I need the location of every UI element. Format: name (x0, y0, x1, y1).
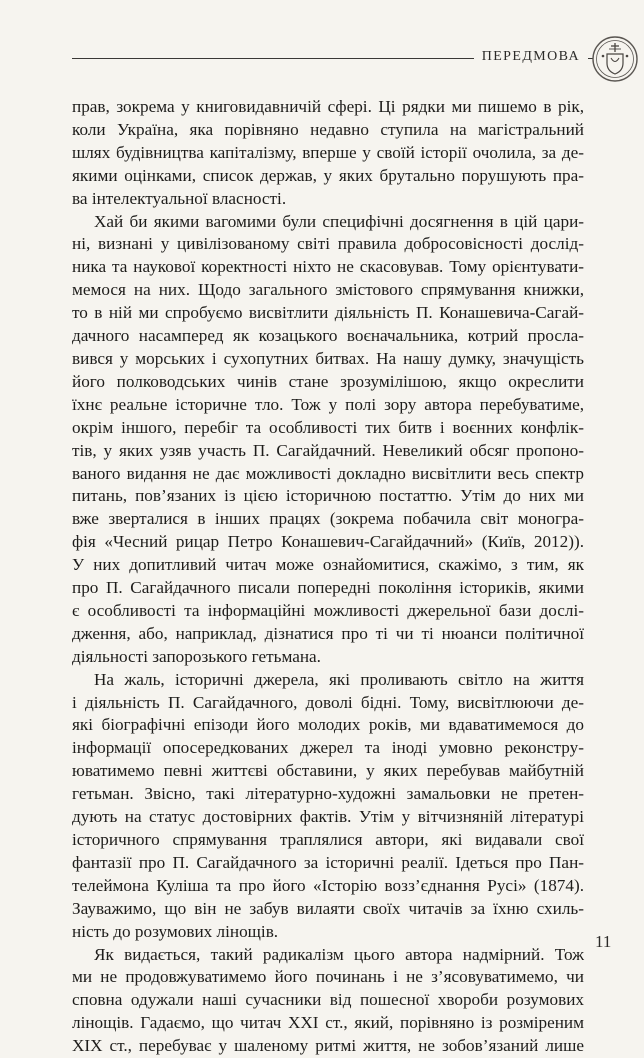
text-line: його полководських чинів стане зрозумілішою, якщо окреслити (72, 371, 584, 391)
text-line: питань, пов’язаних із цією історичною постаттю. Утім до них ми (72, 486, 584, 506)
paragraph (72, 96, 584, 211)
text-line: якими оцінками, список держав, у яких брутально порушують пра- (72, 165, 584, 185)
text-line: про П. Сагайдачного писали попередні покоління істориків, якими (72, 578, 584, 598)
text-line: шлях будівництва капіталізму, вперше у своїй історії очолила, за де- (72, 142, 584, 162)
text-line: фія «Чесний рицар Петро Конашевич-Сагайдачний» (Київ, 2012)). (72, 532, 584, 552)
text-line: ми не продовжуватимемо його починань і не з’ясовуватимемо, чи (72, 967, 584, 987)
paragraph (72, 669, 584, 944)
paragraph (72, 211, 584, 669)
paragraph (72, 944, 584, 1058)
text-line: тів, у яких узяв участь П. Сагайдачний. Невеликий обсяг пропоно- (72, 440, 584, 460)
text-line: коли Україна, яка порівняно недавно ступила на магістральний (72, 119, 584, 139)
page-number: 11 (595, 932, 612, 951)
text-line: і діяльність П. Сагайдачного, доволі бідні. Тому, висвітлюючи де- (72, 692, 584, 712)
text-line: ника та наукової коректності ніхто не скасовував. Тому орієнтувати- (72, 257, 584, 277)
text-line: дачного насамперед як козацького воєначальника, котрий просла- (72, 326, 584, 346)
text-line: сповна одужали наші сучасники від пошесної хвороби розумових (72, 990, 584, 1010)
emblem-icon (590, 34, 640, 84)
text-line: діяльності запорозького гетьмана. (72, 646, 321, 666)
text-line: дують на статус достовірних фактів. Утім у вітчизняній літературі (72, 807, 584, 827)
section-title: ПЕРЕДМОВА (474, 48, 588, 66)
text-line: окрім іншого, перебіг та особливості тих битв і воєнних конфлік- (72, 417, 584, 437)
text-line: юватимемо певні життєві обставини, у яких перебував майбутній (72, 761, 584, 781)
text-line: У них допитливий читач може ознайомитися, скажімо, з тим, як (72, 555, 584, 575)
text-line: На жаль, історичні джерела, які проливають світло на життя (94, 669, 584, 689)
text-line: телеймона Куліша та про його «Історію возз’єднання Русі» (1874). (72, 875, 584, 895)
text-line: гетьман. Звісно, такі літературно-художні замальовки не претен- (72, 784, 584, 804)
text-line: Як видається, такий радикалізм цього автора надмірний. Тож (94, 944, 584, 964)
text-line: XIX ст., перебуває у шаленому ритмі життя, не зобов’язаний лише (72, 1036, 584, 1056)
running-header (0, 30, 644, 82)
text-line: ність до розумових лінощів. (72, 921, 279, 941)
text-line: мемося на них. Щодо загального змістового спрямування книжки, (72, 280, 584, 300)
text-line: ні, визнані у цивілізованому світі правила добросовісності дослід- (72, 234, 584, 254)
text-line: ва інтелектуальної власності. (72, 188, 287, 208)
text-line: дження, або, наприклад, дізнатися про ті чи ті нюанси політичної (72, 623, 584, 643)
text-line: то в ній ми спробуємо висвітлити діяльність П. Конашевича-Сагай- (72, 303, 584, 323)
text-line: історичного спрямування траплялися автори, які видавали свої (72, 830, 584, 849)
body-text (72, 96, 584, 1058)
text-line: які біографічні епізоди його молодих років, ми вдаватимемося до (72, 715, 584, 735)
text-line: їхнє реальне історичне тло. Тож у полі зору автора перебуватиме, (72, 394, 584, 414)
text-line: вже зверталися в інших працях (зокрема побачила світ моногра- (72, 509, 584, 529)
text-line: Зауважимо, що він не забув вилаяти своїх читачів за їхню схиль- (72, 898, 584, 918)
text-line: лінощів. Гадаємо, що читач XXI ст., який, порівняно із розміреним (72, 1013, 584, 1033)
text-line: Хай би якими вагомими були специфічні досягнення в цій цари- (94, 211, 584, 231)
text-line: прав, зокрема у книговидавничій сфері. Ці рядки ми пишемо в рік, (72, 97, 584, 116)
text-line: інформації опосередкованих джерел та іноді умовно реконстру- (72, 738, 584, 758)
text-line: фантазії про П. Сагайдачного за історичні реалії. Ідеться про Пан- (72, 852, 584, 872)
text-line: ваного видання не дає можливості докладно висвітлити весь спектр (72, 463, 584, 483)
text-line: є особливості та інформаційні можливості джерельної бази дослі- (72, 600, 584, 620)
text-line: вився у морських і сухопутних битвах. На нашу думку, значущість (72, 348, 584, 368)
